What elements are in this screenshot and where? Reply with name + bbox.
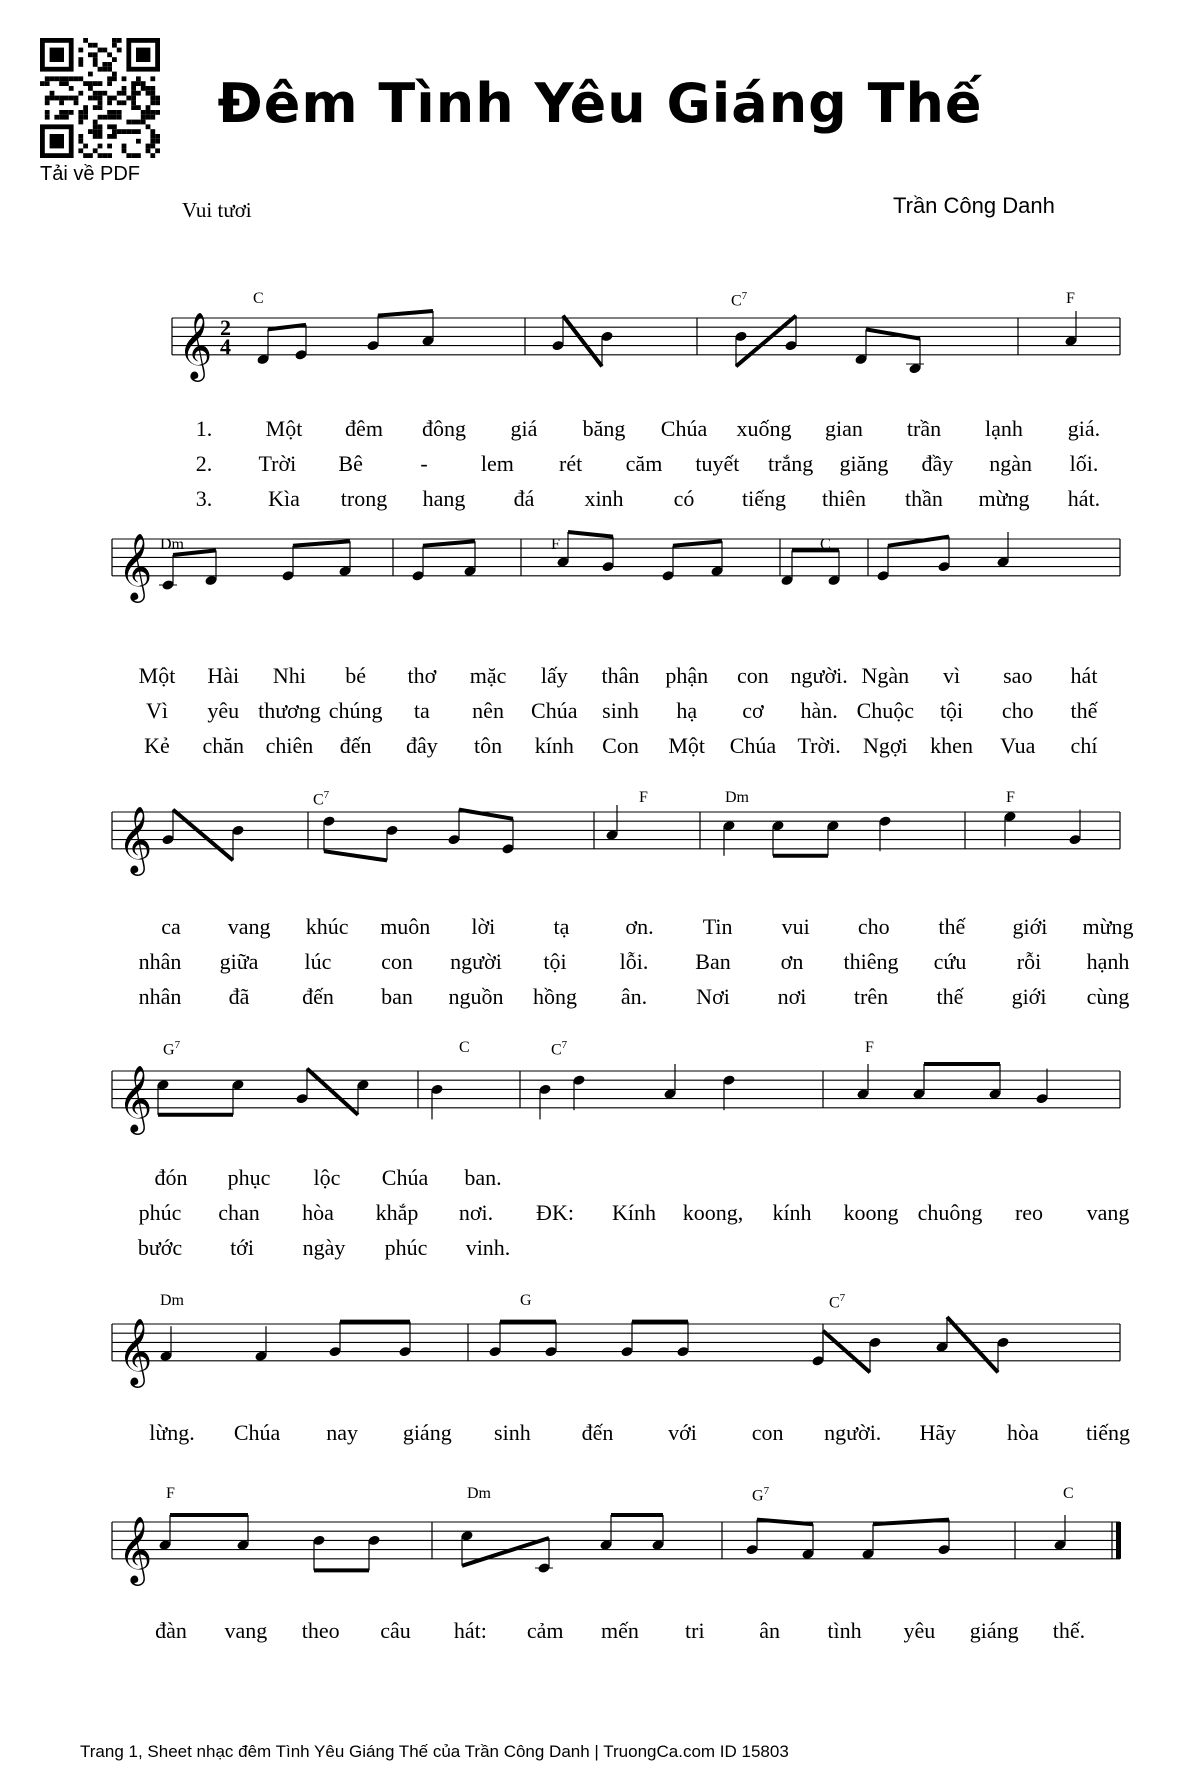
lyric-word: chúng: [328, 698, 383, 723]
lyric-word: Ngợi: [863, 733, 908, 758]
lyric-word: lạnh: [985, 416, 1023, 441]
svg-text:𝄞: 𝄞: [118, 1065, 153, 1131]
lyric-word: ngàn: [989, 451, 1033, 476]
lyric-word: hang: [422, 486, 466, 511]
lyric-word: đến: [339, 733, 372, 758]
lyric-word: ta: [413, 698, 430, 723]
lyric-word: đến: [581, 1420, 614, 1445]
lyric-word: trên: [853, 984, 889, 1009]
lyric-word: Con: [602, 733, 639, 758]
lyric-word: nơi.: [458, 1200, 494, 1225]
lyric-word: vì: [943, 663, 961, 688]
lyric-word: thế: [1070, 698, 1098, 723]
lyric-word: mừng: [1082, 914, 1134, 939]
chord-symbol: C: [1063, 1485, 1074, 1502]
lyric-word: thương: [258, 698, 321, 723]
lyric-word: hòa: [1007, 1420, 1039, 1445]
lyric-word: 2.: [195, 451, 213, 476]
lyric-word: ngày: [302, 1235, 346, 1260]
lyric-word: chan: [218, 1200, 260, 1225]
lyric-word: 3.: [195, 486, 213, 511]
lyric-word: cảm: [526, 1618, 564, 1643]
lyric-word: sao: [1003, 663, 1033, 688]
lyric-word: tri: [685, 1618, 705, 1643]
lyric-word: Một: [265, 416, 303, 441]
lyric-word: thần: [905, 486, 943, 511]
lyric-word: giá.: [1067, 416, 1101, 441]
lyric-word: mặc: [469, 663, 507, 688]
song-title: Đêm Tình Yêu Giáng Thế: [217, 72, 983, 135]
lyric-word: kính: [772, 1200, 812, 1225]
lyric-word: ơn: [780, 949, 804, 974]
lyric-word: tiếng: [742, 486, 786, 511]
lyric-word: vang: [1086, 1200, 1130, 1225]
lyric-word: Kẻ: [144, 733, 170, 758]
lyric-word: lừng.: [149, 1420, 195, 1445]
lyric-word: hòa: [302, 1200, 334, 1225]
lyric-word: Hãy: [919, 1420, 957, 1445]
lyric-word: Chuộc: [856, 698, 915, 723]
lyric-word: giới: [1012, 914, 1048, 939]
lyric-word: lối.: [1069, 451, 1099, 476]
lyric-word: yêu: [903, 1618, 936, 1643]
lyric-word: ân: [759, 1618, 781, 1643]
lyric-word: chiên: [265, 733, 314, 758]
lyric-word: Chúa: [381, 1165, 429, 1190]
lyric-word: khắp: [375, 1200, 419, 1225]
lyric-word: vang: [224, 1618, 268, 1643]
lyric-word: kính: [534, 733, 574, 758]
lyric-word: nay: [326, 1420, 359, 1445]
chord-symbol: $C^7$: [731, 290, 748, 310]
lyric-word: hát: [1070, 663, 1098, 688]
lyric-word: koong: [843, 1200, 899, 1225]
lyric-word: đêm: [345, 416, 383, 441]
lyric-word: hát.: [1067, 486, 1101, 511]
lyric-word: tạ: [553, 914, 570, 939]
lyric-word: băng: [582, 416, 626, 441]
lyric-word: chuông: [917, 1200, 983, 1225]
lyric-word: hồng: [533, 984, 577, 1009]
lyric-word: con: [737, 663, 769, 688]
lyric-word: đến: [302, 984, 334, 1009]
lyric-word: Vì: [146, 698, 168, 723]
svg-text:2: 2: [220, 315, 231, 340]
lyric-word: Ngàn: [861, 663, 910, 688]
lyric-word: phận: [665, 663, 709, 688]
lyric-word: đông: [422, 416, 466, 441]
tempo-marking: Vui tươi: [182, 198, 252, 222]
lyric-word: hạnh: [1086, 949, 1130, 974]
svg-text:𝄞: 𝄞: [118, 1516, 153, 1582]
lyric-word: giá: [510, 416, 538, 441]
lyric-word: cơ: [742, 698, 764, 723]
lyric-word: vui: [781, 914, 810, 939]
lyric-word: trắng: [768, 451, 814, 476]
svg-text:𝄞: 𝄞: [118, 806, 153, 872]
lyric-word: reo: [1014, 1200, 1044, 1225]
lyric-word: Chúa: [233, 1420, 281, 1445]
lyric-word: thế: [936, 984, 964, 1009]
lyric-word: với: [668, 1420, 697, 1445]
chord-symbol: F: [1006, 789, 1015, 806]
lyric-word: Bê: [338, 451, 363, 476]
chord-symbol: F: [1066, 290, 1075, 307]
lyric-word: khúc: [305, 914, 349, 939]
lyric-word: cho: [857, 914, 890, 939]
lyric-word: Chúa: [729, 733, 777, 758]
page-footer: Trang 1, Sheet nhạc đêm Tình Yêu Giáng Thế của Trần Công Danh | TruongCa.com ID 15803: [80, 1742, 789, 1761]
lyric-word: thân: [601, 663, 640, 688]
lyric-word: căm: [625, 451, 663, 476]
lyric-word: đá: [513, 486, 535, 511]
chord-symbol: Dm: [467, 1485, 491, 1502]
lyric-word: lúc: [304, 949, 332, 974]
lyric-word: rỗi: [1016, 949, 1042, 974]
chord-symbol: $C^7$: [313, 789, 330, 809]
lyric-word: giáng: [969, 1618, 1019, 1643]
lyric-word: đàn: [155, 1618, 187, 1643]
lyric-word: Trời: [258, 451, 297, 476]
lyric-word: 1.: [195, 416, 213, 441]
lyric-word: thiên: [822, 486, 866, 511]
lyric-word: đã: [228, 984, 250, 1009]
chord-symbol: C: [459, 1039, 470, 1056]
lyric-word: trong: [340, 486, 388, 511]
lyric-word: phúc: [138, 1200, 182, 1225]
lyric-word: Chúa: [660, 416, 708, 441]
lyric-word: cho: [1001, 698, 1034, 723]
chord-symbol: C: [820, 536, 831, 553]
lyric-word: khen: [930, 733, 973, 758]
lyric-word: ân.: [620, 984, 648, 1009]
lyric-word: chăn: [202, 733, 244, 758]
lyric-word: lấy: [540, 663, 568, 688]
lyric-word: hát:: [453, 1618, 487, 1643]
lyric-word: giới: [1011, 984, 1047, 1009]
lyric-word: lời: [471, 914, 496, 939]
lyric-word: vang: [227, 914, 271, 939]
chord-symbol: $C^7$: [829, 1292, 846, 1312]
lyric-word: người.: [824, 1420, 882, 1445]
chord-symbol: F: [865, 1039, 874, 1056]
lyric-word: tội: [543, 949, 567, 974]
lyric-word: nguồn: [448, 984, 504, 1009]
svg-text:4: 4: [220, 334, 231, 359]
lyric-word: ĐK:: [536, 1200, 574, 1225]
lyric-word: Nơi: [696, 984, 730, 1009]
lyric-word: đầy: [921, 451, 954, 476]
chord-symbol: F: [166, 1485, 175, 1502]
lyric-word: trần: [906, 416, 942, 441]
lyric-word: Tin: [702, 914, 733, 939]
lyric-word: Kính: [612, 1200, 656, 1225]
chord-symbol: $C^7$: [551, 1039, 568, 1059]
lyric-word: ca: [161, 914, 181, 939]
lyric-word: lỗi.: [619, 949, 649, 974]
lyric-word: thế.: [1052, 1618, 1086, 1643]
lyric-word: thiêng: [843, 949, 899, 974]
lyric-word: có: [673, 486, 695, 511]
lyric-word: giăng: [839, 451, 889, 476]
lyric-word: muôn: [380, 914, 431, 939]
chord-symbol: $G^7$: [163, 1039, 181, 1059]
lyric-word: mến: [601, 1618, 639, 1643]
lyric-word: yêu: [207, 698, 240, 723]
lyric-word: rét: [559, 451, 583, 476]
chord-symbol: G: [520, 1292, 532, 1309]
chord-symbol: Dm: [160, 1292, 184, 1309]
lyric-word: phục: [227, 1165, 271, 1190]
lyric-word: thơ: [407, 663, 437, 688]
lyric-word: nên: [472, 698, 504, 723]
lyric-word: nơi: [777, 984, 807, 1009]
lyric-word: phúc: [384, 1235, 428, 1260]
lyric-word: hàn.: [800, 698, 838, 723]
lyric-word: Nhi: [272, 663, 306, 688]
svg-text:𝄞: 𝄞: [118, 533, 153, 599]
lyric-word: Chúa: [531, 698, 578, 723]
lyric-word: xuống: [736, 416, 792, 441]
chord-symbol: F: [551, 536, 560, 553]
lyric-word: ơn.: [625, 914, 654, 939]
lyric-word: Ban: [695, 949, 731, 974]
lyric-word: bé: [345, 663, 367, 688]
lyric-word: tôn: [474, 733, 503, 758]
lyric-word: ban: [381, 984, 413, 1009]
lyric-word: Hài: [207, 663, 240, 688]
lyric-word: câu: [380, 1618, 411, 1643]
lyric-word: Một: [668, 733, 706, 758]
lyric-word: lem: [480, 451, 514, 476]
lyric-word: cùng: [1086, 984, 1130, 1009]
lyric-word: Vua: [1000, 733, 1036, 758]
lyric-word: hạ: [676, 698, 698, 723]
chord-symbol: F: [639, 789, 648, 806]
lyric-word: người: [450, 949, 502, 974]
lyric-word: nhân: [138, 949, 182, 974]
lyric-word: đây: [405, 733, 438, 758]
lyric-word: -: [420, 451, 428, 476]
lyric-word: theo: [301, 1618, 340, 1643]
chord-symbol: $G^7$: [752, 1485, 770, 1505]
lyric-word: giáng: [402, 1420, 452, 1445]
svg-text:𝄞: 𝄞: [118, 1318, 153, 1384]
lyric-word: tới: [230, 1235, 254, 1260]
lyric-word: Trời.: [797, 733, 841, 758]
lyric-word: ban.: [464, 1165, 502, 1190]
lyric-word: cứu: [933, 949, 967, 974]
lyric-word: đón: [154, 1165, 188, 1190]
lyric-word: tội: [939, 698, 964, 723]
svg-text:𝄞: 𝄞: [178, 312, 213, 378]
lyric-word: con: [381, 949, 413, 974]
chord-symbol: C: [253, 290, 264, 307]
lyric-word: bước: [137, 1235, 183, 1260]
download-pdf-label[interactable]: Tải về PDF: [40, 163, 141, 185]
lyric-word: Kìa: [268, 486, 300, 511]
lyric-word: tình: [827, 1618, 862, 1643]
chord-symbol: Dm: [160, 536, 184, 553]
lyric-word: koong,: [682, 1200, 744, 1225]
lyric-word: Một: [138, 663, 176, 688]
lyric-word: sinh: [494, 1420, 531, 1445]
lyric-word: sinh: [602, 698, 639, 723]
lyric-word: nhân: [138, 984, 182, 1009]
lyric-word: lộc: [313, 1165, 341, 1190]
lyric-word: giữa: [219, 949, 259, 974]
lyric-word: xinh: [584, 486, 624, 511]
lyric-word: tuyết: [695, 451, 740, 476]
chord-symbol: Dm: [725, 789, 749, 806]
lyric-word: tiếng: [1086, 1420, 1130, 1445]
lyric-word: mừng: [978, 486, 1030, 511]
lyric-word: gian: [825, 416, 863, 441]
lyric-word: thế: [938, 914, 966, 939]
lyric-word: con: [751, 1420, 784, 1445]
lyric-word: chí: [1070, 733, 1098, 758]
lyric-word: người.: [790, 663, 848, 688]
composer-name: Trần Công Danh: [893, 193, 1055, 218]
lyric-word: vinh.: [465, 1235, 511, 1260]
